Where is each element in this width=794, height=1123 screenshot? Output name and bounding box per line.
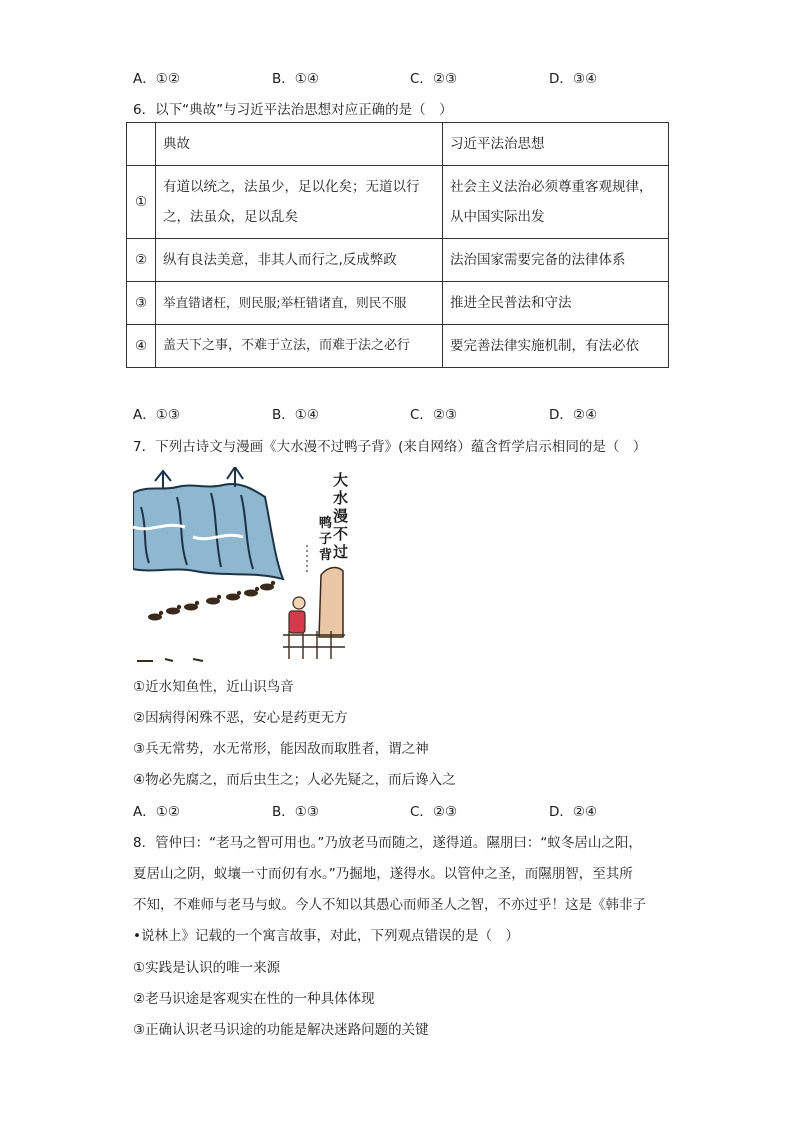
cartoon-title-char-1: 大 (333, 471, 348, 489)
q6-stem: 6．以下“典故”与习近平法治思想对应正确的是（ ） (133, 102, 453, 118)
cartoon-image (133, 467, 348, 663)
q7-statement: ②因病得闲殊不恶，安心是药更无方 (133, 710, 348, 726)
q7-statement: ③兵无常势，水无常形，能因敌而取胜者，谓之神 (133, 741, 429, 757)
q8-statement: ②老马识途是客观实在性的一种具体体现 (133, 991, 375, 1007)
row-index: ① (127, 166, 156, 239)
q5-options (133, 67, 693, 87)
q7-option-c: C．②③ (410, 804, 458, 820)
row-allusion-line: 有道以统之，法虽少，足以化矣；无道以行 (163, 179, 420, 195)
row-allusion (156, 166, 443, 239)
row-thought: 法治国家需要完备的法律体系 (443, 239, 669, 282)
q6-option-d: D．②④ (549, 407, 598, 423)
q7-option-d: D．②④ (549, 804, 598, 820)
q8-stem-line: 8．管仲曰：“老马之智可用也。”乃放老马而随之，遂得道。隰朋曰：“蚁冬居山之阳， (133, 835, 642, 851)
q7-options (133, 800, 693, 820)
q7-statement: ①近水知鱼性，近山识鸟音 (133, 679, 294, 695)
row-allusion: 纵有良法美意，非其人而行之,反成弊政 (156, 239, 443, 282)
q5-option-b: B．①④ (272, 71, 319, 87)
q5-option-d: D．③④ (549, 71, 598, 87)
cartoon-title-char-4: 不 (333, 525, 348, 543)
table-row (127, 239, 669, 282)
row-allusion: 盖天下之事，不难于立法，而难于法之必行 (156, 325, 443, 368)
cartoon-illustration (133, 467, 348, 663)
q5-option-a: A．①② (133, 71, 180, 87)
row-thought: 推进全民普法和守法 (443, 282, 669, 325)
table-row (127, 282, 669, 325)
row-index: ④ (127, 325, 156, 368)
q6-option-b: B．①④ (272, 407, 319, 423)
q7-option-a: A．①② (133, 804, 180, 820)
table-row (127, 325, 669, 368)
row-index: ② (127, 239, 156, 282)
header-index (127, 123, 156, 166)
q6-options (133, 403, 693, 423)
table-row (127, 166, 669, 239)
cartoon-title-char-6: 鸭 (319, 516, 333, 531)
q7-statement: ④物必先腐之，而后虫生之；人必先疑之，而后谗入之 (133, 772, 456, 788)
cartoon-title-char-5: 过 (333, 543, 348, 561)
header-thought: 习近平法治思想 (443, 123, 669, 166)
q7-option-b: B．①③ (272, 804, 319, 820)
row-thought-line: 从中国实际出发 (450, 209, 545, 225)
row-allusion-line: 之，法虽众，足以乱矣 (163, 209, 298, 225)
q8-stem-line: 不知，不难师与老马与蚁。今人不知以其愚心而师圣人之智，不亦过乎！这是《韩非子 (133, 897, 646, 913)
q8-stem-line: •说林上》记载的一个寓言故事，对此，下列观点错误的是（ ） (133, 928, 519, 944)
q8-stem-line: 夏居山之阴，蚁壤一寸而仞有水。”乃掘地，遂得水。以管仲之圣，而隰朋智，至其所 (133, 866, 633, 882)
cartoon-title-char-7: 子 (319, 532, 333, 547)
row-index: ③ (127, 282, 156, 325)
q6-option-c: C．②③ (410, 407, 458, 423)
row-thought: 要完善法律实施机制，有法必依 (443, 325, 669, 368)
row-allusion: 举直错诸枉，则民服;举枉错诸直，则民不服 (156, 282, 443, 325)
q8-statement: ①实践是认识的唯一来源 (133, 960, 281, 976)
cartoon-title-char-2: 水 (333, 489, 348, 507)
row-thought (443, 166, 669, 239)
cartoon-title-char-8: 背 (319, 548, 333, 563)
cartoon-title-char-3: 漫 (333, 507, 348, 525)
header-allusion: 典故 (156, 123, 443, 166)
row-thought-line: 社会主义法治必须尊重客观规律， (450, 179, 653, 195)
table-header-row (127, 123, 669, 166)
q8-statement: ③正确认识老马识途的功能是解决迷路问题的关键 (133, 1022, 429, 1038)
q7-stem: 7．下列古诗文与漫画《大水漫不过鸭子背》(来自网络）蕴含哲学启示相同的是（ ） (133, 439, 647, 455)
q6-table (126, 122, 669, 368)
q5-option-c: C．②③ (410, 71, 458, 87)
q6-option-a: A．①③ (133, 407, 180, 423)
